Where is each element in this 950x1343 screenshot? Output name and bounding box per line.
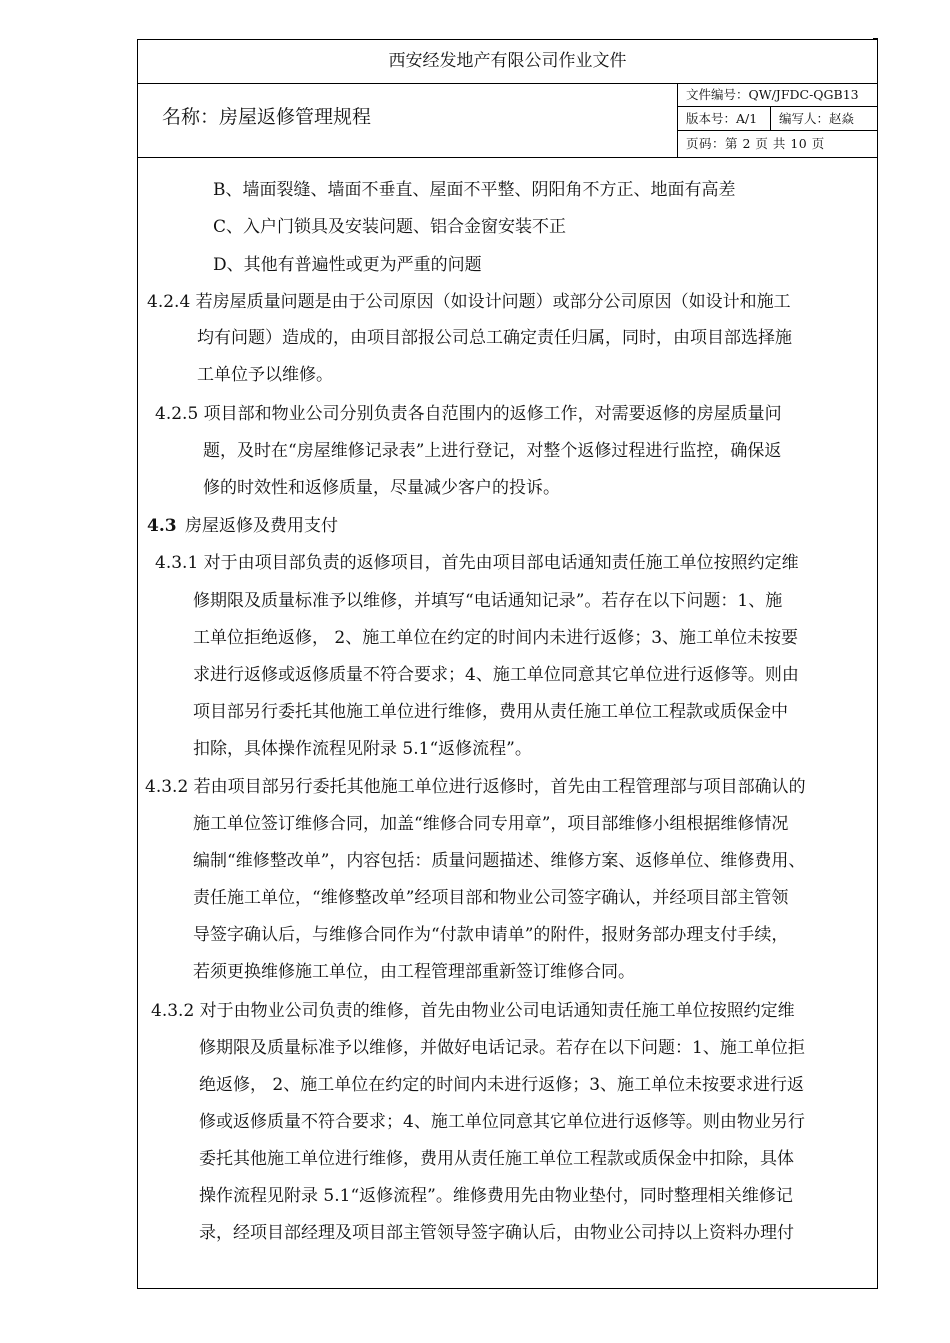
page-number: 页码：第 2 页 共 10 页	[686, 136, 825, 151]
corner-mark	[873, 38, 878, 39]
text-line: 施工单位签订维修合同，加盖“维修合同专用章”，项目部维修小组根据维修情况	[193, 814, 789, 834]
text-line: 求进行返修或返修质量不符合要求；4、施工单位同意其它单位进行返修等。则由	[193, 665, 799, 685]
section-title: 房屋返修及费用支付	[185, 516, 338, 536]
text-line: 责任施工单位，“维修整改单”经项目部和物业公司签字确认，并经项目部主管领	[193, 888, 789, 908]
text-line: 工单位予以维修。	[197, 365, 333, 385]
text-line: 4.3.1 对于由项目部负责的返修项目，首先由项目部电话通知责任施工单位按照约定维	[155, 553, 799, 573]
document-header	[138, 83, 877, 158]
text-line: 均有问题）造成的，由项目部报公司总工确定责任归属，同时，由项目部选择施	[197, 328, 792, 348]
text-line: 若须更换维修施工单位，由工程管理部重新签订维修合同。	[193, 962, 635, 982]
text-line: 操作流程见附录 5.1“返修流程”。维修费用先由物业垫付，同时整理相关维修记	[199, 1186, 793, 1206]
text-line: 题，及时在“房屋维修记录表”上进行登记，对整个返修过程进行监控，确保返	[203, 441, 782, 461]
document-meta-table	[677, 83, 878, 157]
text-line: 扣除，具体操作流程见附录 5.1“返修流程”。	[193, 739, 532, 759]
text-line: 修的时效性和返修质量，尽量减少客户的投诉。	[203, 478, 560, 498]
text-line: 4.2.4 若房屋质量问题是由于公司原因（如设计问题）或部分公司原因（如设计和施工	[147, 292, 791, 312]
text-line: 导签字确认后，与维修合同作为“付款申请单”的附件，报财务部办理支付手续，	[193, 925, 789, 945]
text-line: 修期限及质量标准予以维修，并填写“电话通知记录”。若存在以下问题：1、施	[193, 591, 783, 611]
text-line: 修或返修质量不符合要求；4、施工单位同意其它单位进行返修等。则由物业另行	[199, 1112, 805, 1132]
author: 编写人：赵焱	[779, 111, 855, 126]
company-title: 西安经发地产有限公司作业文件	[138, 40, 877, 84]
text-line: B、墙面裂缝、墙面不垂直、屋面不平整、阴阳角不方正、地面有高差	[213, 180, 736, 200]
text-line: 委托其他施工单位进行维修，费用从责任施工单位工程款或质保金中扣除，具体	[199, 1149, 794, 1169]
text-line: 修期限及质量标准予以维修，并做好电话记录。若存在以下问题：1、施工单位拒	[199, 1038, 805, 1058]
section-number: 4.3	[147, 516, 177, 536]
text-line: 4.3.2 对于由物业公司负责的维修，首先由物业公司电话通知责任施工单位按照约定维	[151, 1001, 795, 1021]
version-author-row	[678, 107, 878, 131]
file-number: 文件编号：QW/JFDC-QGB13	[678, 83, 878, 107]
text-line: 录，经项目部经理及项目部主管领导签字确认后，由物业公司持以上资料办理付	[199, 1223, 794, 1243]
text-line: 绝返修， 2、施工单位在约定的时间内未进行返修；3、施工单位未按要求进行返	[199, 1075, 805, 1095]
text-line: 4.2.5 项目部和物业公司分别负责各自范围内的返修工作，对需要返修的房屋质量问	[155, 404, 782, 424]
version: 版本号：A/1	[678, 107, 771, 130]
text-line: 编制“维修整改单”，内容包括：质量问题描述、维修方案、返修单位、维修费用、	[193, 851, 806, 871]
text-line: 项目部另行委托其他施工单位进行维修，费用从责任施工单位工程款或质保金中	[193, 702, 788, 722]
text-line: C、入户门锁具及安装问题、铝合金窗安装不正	[213, 217, 567, 237]
text-line: D、其他有普遍性或更为严重的问题	[213, 255, 482, 275]
document-name: 名称：房屋返修管理规程	[162, 106, 372, 128]
text-line: 4.3.2 若由项目部另行委托其他施工单位进行返修时，首先由工程管理部与项目部确认的	[145, 777, 806, 797]
text-line: 工单位拒绝返修， 2、施工单位在约定的时间内未进行返修；3、施工单位未按要	[193, 628, 799, 648]
